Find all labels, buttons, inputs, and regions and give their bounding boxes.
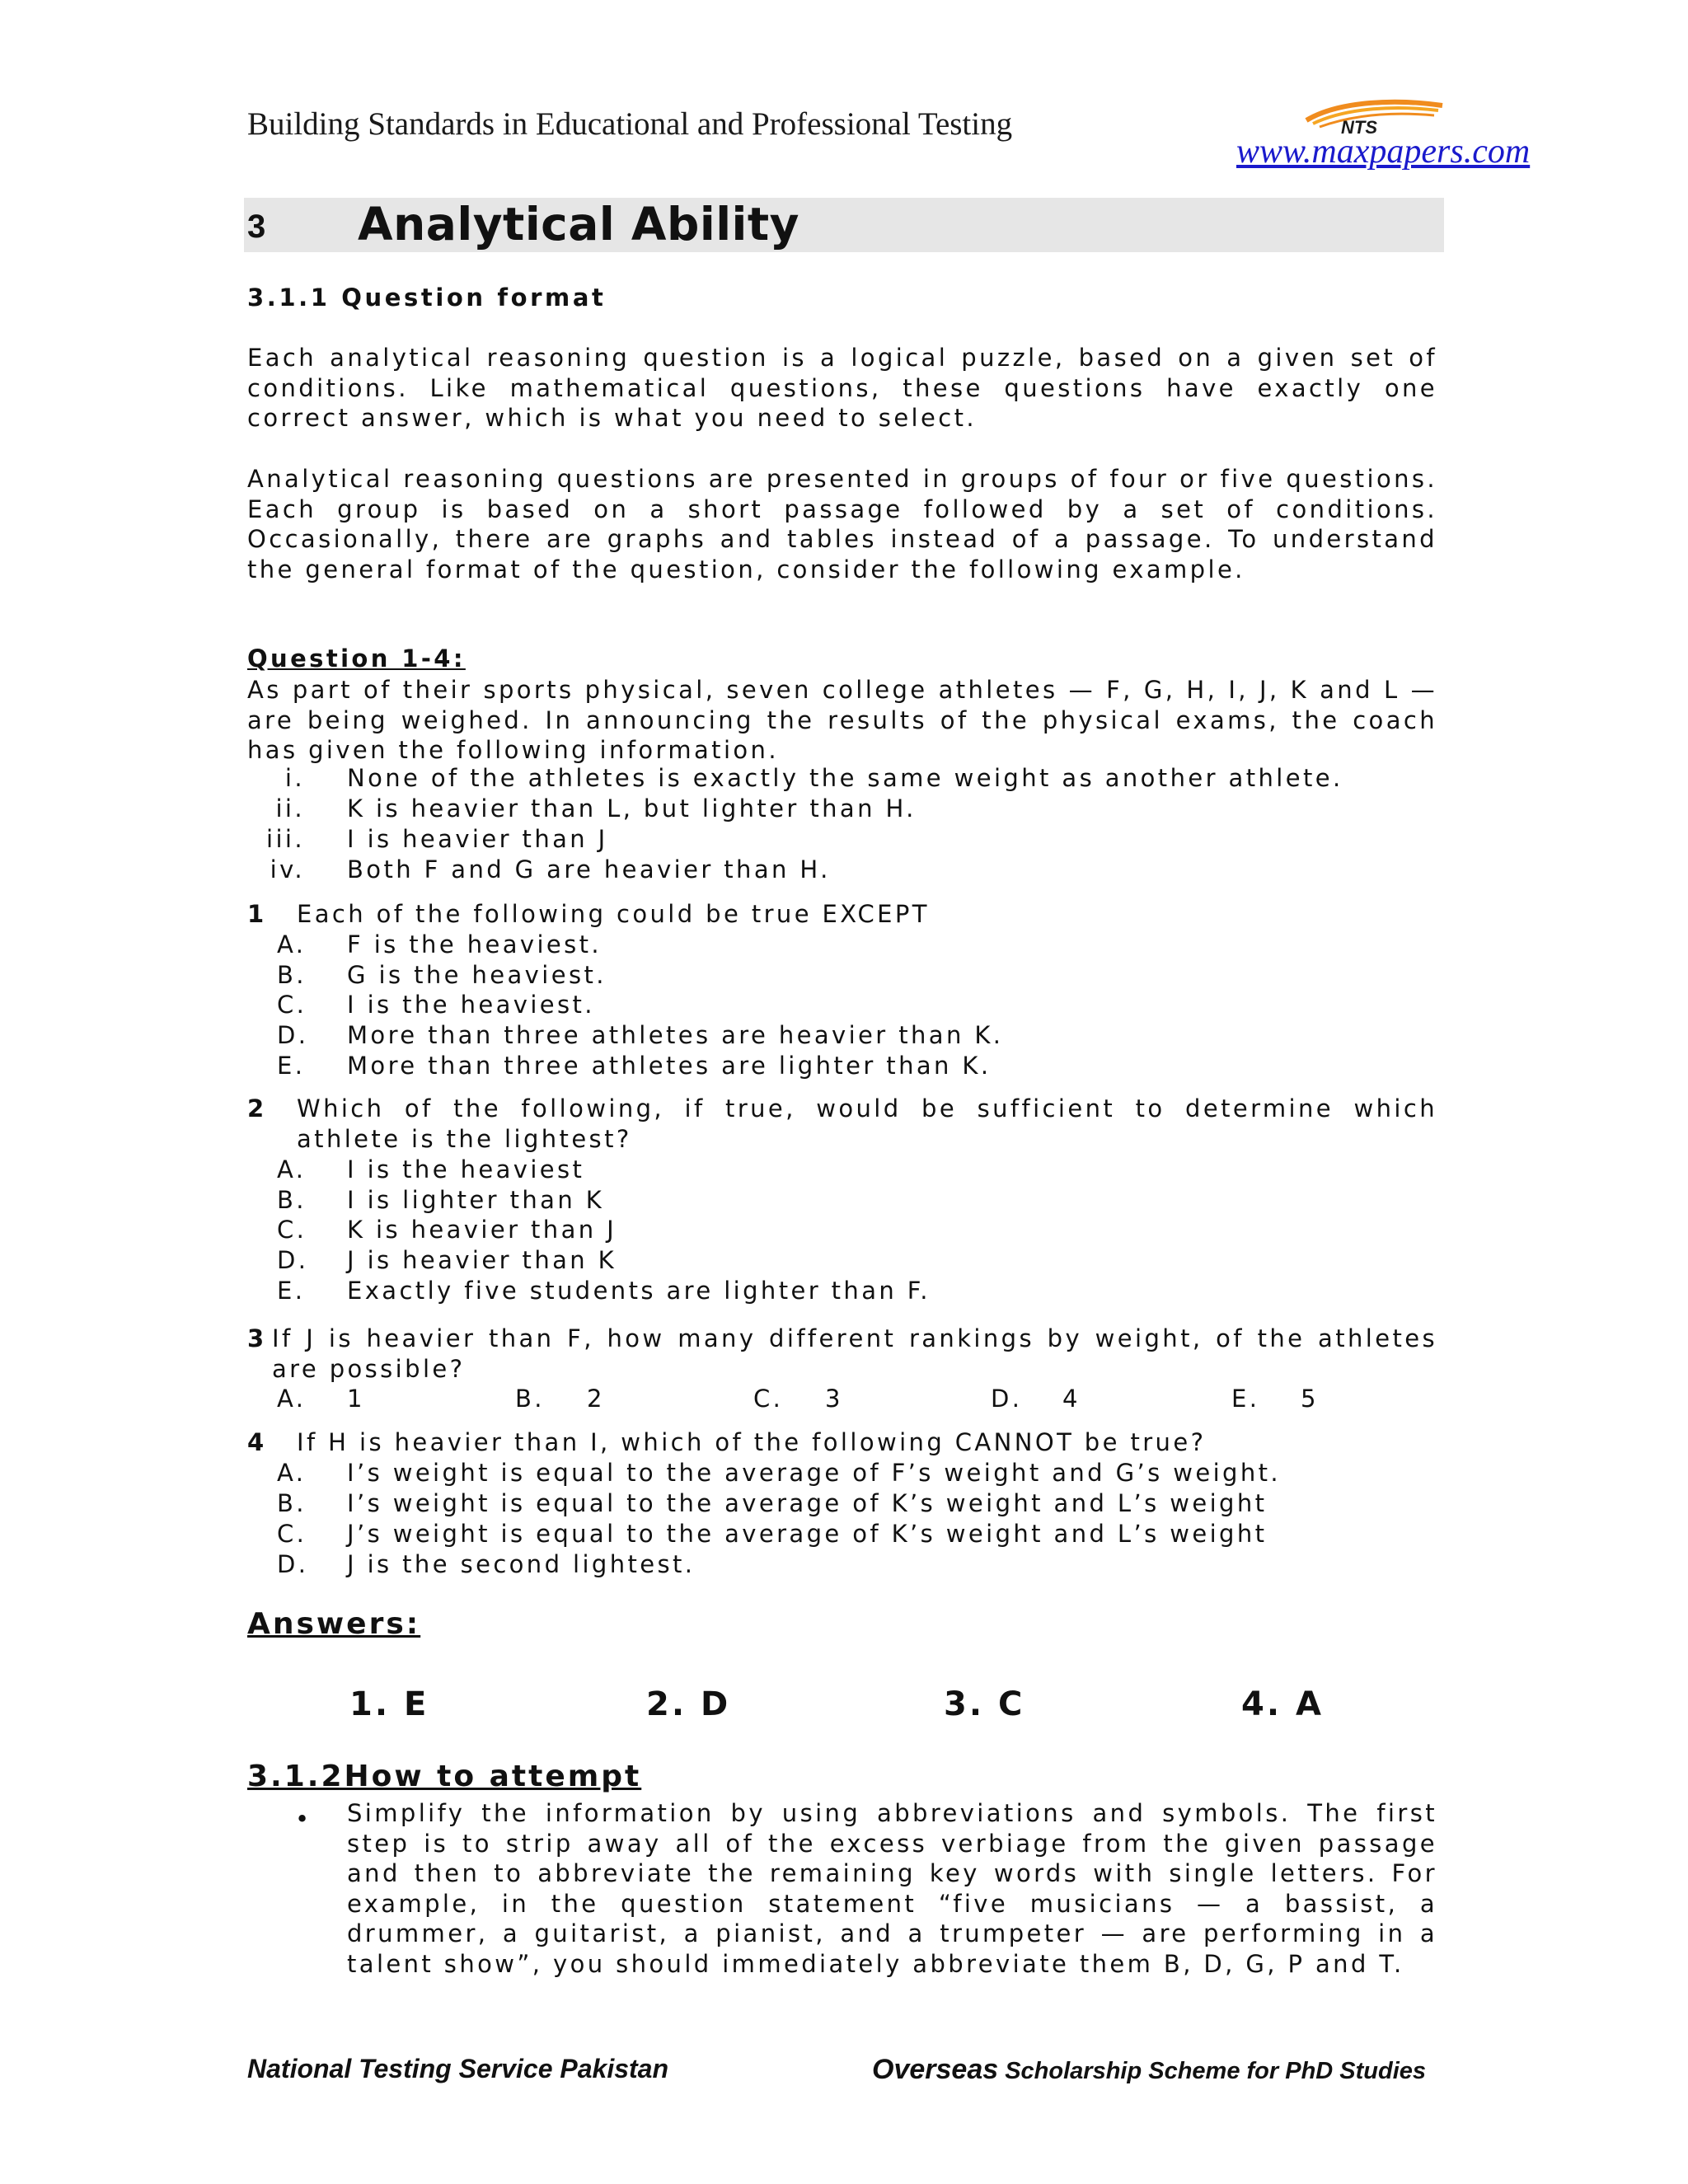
option-text: J is the second lightest. [347,1550,696,1578]
answer-key-item: 3. C [944,1685,1025,1723]
paragraph-how-to-attempt: Simplify the information by using abbreviations and symbols. The first step is to strip away all of the excess verbiage from the given passage and then to abbreviate the remaining key words with single letters. For example, in the question statement “five musicians — a bassist, a drummer, a guitarist, a pianist, and a trumpeter — are performing in a talent show”, you should immediately abbreviate them B, D, G, P and T. [347,1799,1437,1978]
option-text: 3 [825,1385,843,1413]
option-text: K is heavier than J [347,1216,617,1244]
question-number: 2 [247,1094,267,1122]
answer-key-item: 4. A [1241,1685,1324,1723]
option-letter: B. [277,1489,307,1517]
svg-text:NTS: NTS [1341,117,1377,138]
option-letter: A. [277,1155,307,1183]
condition-text: K is heavier than L, but lighter than H. [347,794,917,823]
option-text: J’s weight is equal to the average of K’s weight and L’s weight [347,1520,1268,1548]
footer-right [872,2054,1426,2086]
question-number: 4 [247,1428,267,1456]
option-letter: C. [753,1385,784,1413]
option-text: 1 [347,1385,365,1413]
option-letter: D. [277,1021,309,1049]
option-letter: A. [277,930,307,958]
bullet-point: • [295,1805,310,1833]
condition-number: ii. [275,794,305,823]
footer-right-part-a: Overseas [872,2054,999,2085]
option-letter: E. [277,1277,306,1305]
option-letter: A. [277,1385,307,1413]
condition-text: I is heavier than J [347,825,608,853]
footer-right-part-b: Scholarship Scheme for PhD Studies [998,2058,1427,2084]
answers-heading: Answers: [247,1607,421,1641]
option-letter: A. [277,1459,307,1487]
answer-key-item: 1. E [349,1685,429,1723]
question-number: 1 [247,900,267,928]
option-letter: C. [277,1520,307,1548]
option-text: G is the heaviest. [347,961,607,989]
option-text: F is the heaviest. [347,930,603,958]
option-letter: B. [515,1385,545,1413]
section-heading-how-to-attempt: 3.1.2How to attempt [247,1760,642,1793]
paragraph-question-groups: Analytical reasoning questions are presented in groups of four or five questions. Each group is based on a short passage followed by a set of conditions. Occasionally, there are graphs and tables instead of a passage. To understand the general format of the question, consider the following example. [247,465,1437,583]
option-letter: E. [277,1052,306,1080]
paragraph-question-format: Each analytical reasoning question is a logical puzzle, based on a given set of conditions. Like mathematical questions, these questions have exactly one correct answer, which is what you need to select. [247,344,1437,433]
question-number: 3 [247,1324,267,1352]
option-text: More than three athletes are heavier than K. [347,1021,1004,1049]
chapter-title: Analytical Ability [358,198,800,251]
question-text: Which of the following, if true, would be sufficient to determine which athlete is the lightest? [297,1094,1437,1153]
option-text: 4 [1062,1385,1081,1413]
option-letter: B. [277,1186,307,1214]
option-letter: C. [277,1216,307,1244]
option-letter: D. [277,1246,309,1274]
option-text: I is the heaviest. [347,991,595,1019]
header-title: Building Standards in Educational and Professional Testing [247,106,1013,142]
option-text: I’s weight is equal to the average of K’s weight and L’s weight [347,1489,1268,1517]
option-text: I is the heaviest [347,1155,585,1183]
option-text: More than three athletes are lighter than K. [347,1052,992,1080]
condition-number: iv. [270,855,305,883]
question-text: If H is heavier than I, which of the following CANNOT be true? [297,1428,1207,1456]
option-text: I’s weight is equal to the average of F’s weight and G’s weight. [347,1459,1282,1487]
condition-text: Both F and G are heavier than H. [347,855,831,883]
option-text: 5 [1301,1385,1319,1413]
option-letter: B. [277,961,307,989]
answer-key-item: 2. D [646,1685,731,1723]
option-text: 2 [587,1385,605,1413]
question-text: If J is heavier than F, how many different rankings by weight, of the athletes are possible? [272,1324,1437,1383]
option-text: I is lighter than K [347,1186,605,1214]
question-group-heading: Question 1-4: [247,644,466,673]
question-passage: As part of their sports physical, seven college athletes — F, G, H, I, J, K and L — are being weighed. In announcing the results of the physical exams, the coach has given the following information. [247,676,1437,765]
condition-number: iii. [266,825,305,853]
option-letter: D. [277,1550,309,1578]
option-letter: C. [277,991,307,1019]
condition-text: None of the athletes is exactly the same weight as another athlete. [347,764,1343,792]
option-letter: D. [991,1385,1023,1413]
footer-left: National Testing Service Pakistan [247,2054,668,2083]
question-text: Each of the following could be true EXCEPT [297,900,930,928]
section-heading-question-format: 3.1.1 Question format [247,284,607,312]
site-link[interactable]: www.maxpapers.com [1236,133,1531,171]
option-text: J is heavier than K [347,1246,617,1274]
option-text: Exactly five students are lighter than F. [347,1277,931,1305]
chapter-number: 3 [247,209,266,245]
condition-number: i. [284,764,305,792]
option-letter: E. [1231,1385,1260,1413]
